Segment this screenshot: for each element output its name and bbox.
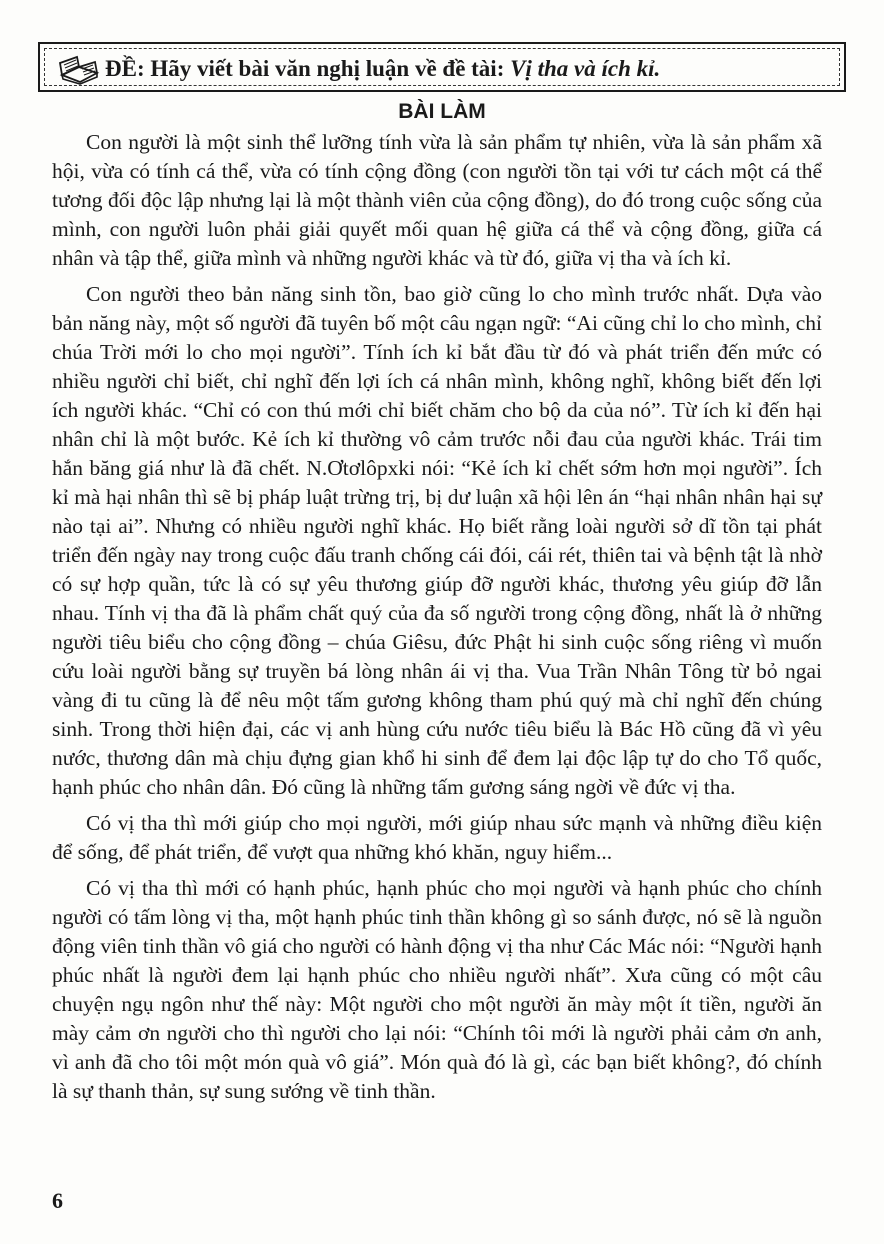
essay-paragraph: Có vị tha thì mới có hạnh phúc, hạnh phúc cho mọi người và hạnh phúc cho chính người có tấm lòng vị tha, một hạnh phúc tinh thần không gì so sánh được, nó sẽ là nguồn động viên tinh thần vô giá cho người có hành động vị tha như Các Mác nói: “Người hạnh phúc nhất là người đem lại hạnh phúc cho nhiều người nhất”. Xưa cũng có một câu chuyện ngụ ngôn như thế này: Một người cho một người ăn mày một ít tiền, người ăn mày cảm ơn người cho thì người cho lại nói: “Chính tôi mới là người phải cảm ơn anh, vì anh đã cho tôi một món quà vô giá”. Món quà đó là gì, các bạn biết không?, đó chính là sự thanh thản, sự sung sướng về tinh thần. [52, 876, 822, 1103]
essay-body [52, 128, 822, 1113]
assignment-label: ĐỀ: [105, 56, 145, 81]
section-title: BÀI LÀM [398, 100, 486, 123]
assignment-box-inner [44, 48, 840, 86]
essay-paragraph: Con người theo bản năng sinh tồn, bao giờ cũng lo cho mình trước nhất. Dựa vào bản năng này, một số người đã tuyên bố một câu ngạn ngữ: “Ai cũng chỉ lo cho mình, chỉ chúa Trời mới lo cho mọi người”. Tính ích kỉ bắt đầu từ đó và phát triển đến mức có nhiều người chỉ biết, chỉ nghĩ đến lợi ích cá nhân mình, không nghĩ, không biết đến lợi ích người khác. “Chỉ có con thú mới chỉ biết chăm cho bộ da của nó”. Từ ích kỉ đến hại nhân chỉ là một bước. Kẻ ích kỉ thường vô cảm trước nỗi đau của người khác. Trái tim hắn băng giá như là đã chết. N.Ơtơlôpxki nói: “Kẻ ích kỉ chết sớm hơn mọi người”. Ích kỉ mà hại nhân thì sẽ bị pháp luật trừng trị, bị dư luận xã hội lên án “hại nhân nhân hại sự nào tại ai”. Nhưng có nhiều người nghĩ khác. Họ biết rằng loài người sở dĩ tồn tại phát triển đến ngày nay trong cuộc đấu tranh chống cái đói, cái rét, thiên tai và bệnh tật là nhờ có sự hợp quần, tức là có sự yêu thương giúp đỡ người khác, thương yêu giúp đỡ lẫn nhau. Tính vị tha đã là phẩm chất quý của đa số người trong cộng đồng, nhất là ở những người tiêu biểu cho cộng đồng – chúa Giêsu, đức Phật hi sinh cuộc sống riêng vì muốn cứu loài người bằng sự truyền bá lòng nhân ái vị tha. Vua Trần Nhân Tông từ bỏ ngai vàng đi tu cũng là để nêu một tấm gương không tham phú quý mà chỉ nghĩ đến chúng sinh. Trong thời hiện đại, các vị anh hùng cứu nước tiêu biểu là Bác Hồ cũng đã vì yêu nước, thương dân mà chịu đựng gian khổ hi sinh để đem lại độc lập tự do cho Tổ quốc, hạnh phúc cho nhân dân. Đó cũng là những tấm gương sáng ngời về đức vị tha. [52, 282, 822, 799]
assignment-topic: Vị tha và ích kỉ. [510, 56, 661, 81]
open-book-icon [57, 53, 101, 85]
essay-paragraph: Con người là một sinh thể lưỡng tính vừa là sản phẩm tự nhiên, vừa là sản phẩm xã hội, vừa có tính cá thể, vừa có tính cộng đồng (con người tồn tại với tư cách một cá thể tương đối độc lập nhưng lại là một thành viên của cộng đồng), do đó trong cuộc sống của mình, con người luôn phải giải quyết mối quan hệ giữa cá thể và cộng đồng, giữa cá nhân và tập thể, giữa mình và những người khác và từ đó, giữa vị tha và ích kỉ. [52, 130, 822, 270]
page-number: 6 [52, 1188, 63, 1213]
assignment-prompt [105, 56, 660, 82]
essay-paragraph: Có vị tha thì mới giúp cho mọi người, mới giúp nhau sức mạnh và những điều kiện để sống, để phát triển, để vượt qua những khó khăn, nguy hiểm... [52, 811, 822, 864]
assignment-box [38, 42, 846, 92]
assignment-prompt-text: Hãy viết bài văn nghị luận về đề tài: [144, 56, 511, 81]
